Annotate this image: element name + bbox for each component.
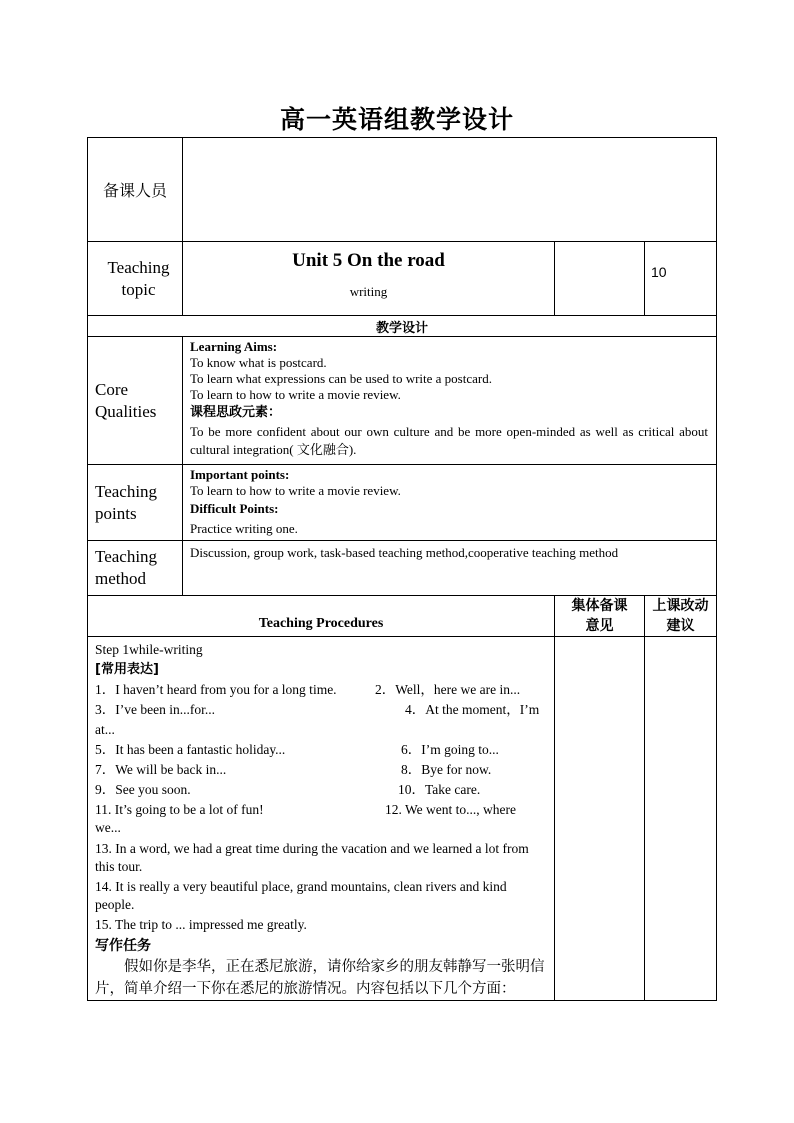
revision-suggestion-cell [645, 637, 717, 1001]
preparer-value [183, 138, 717, 242]
collective-opinion-header [555, 596, 645, 637]
topic-number: 10 [645, 242, 717, 316]
design-header-row [88, 316, 717, 337]
writing-task-title: 写作任务 [95, 938, 151, 954]
topic-label [88, 242, 183, 316]
method-label-text: Teaching method [95, 547, 158, 588]
expression-right: 4．At the moment，I’m [405, 702, 540, 717]
points-content [183, 465, 717, 541]
ideology-title: 课程思政元素： [190, 405, 282, 420]
unit-subtitle: writing [349, 284, 388, 299]
points-row [88, 465, 717, 541]
collective-opinion-cell [555, 637, 645, 1001]
method-text: Discussion, group work, task-based teaching method,cooperative teaching method [183, 541, 717, 596]
core-content [183, 337, 717, 465]
difficult-text: Practice writing one. [190, 521, 298, 536]
design-header: 教学设计 [88, 316, 717, 337]
expression-wide-line: 14. It is really a very beautiful place, grand mountains, clean rivers and kind people. [95, 879, 507, 912]
writing-task-text: 假如你是李华，正在悉尼旅游，请你给家乡的朋友韩静写一张明信片，简单介绍一下你在悉尼的旅游情况。内容包括以下几个方面： [95, 959, 545, 997]
lesson-plan-table [87, 137, 717, 1001]
topic-label-text: Teaching topic [107, 257, 170, 299]
unit-title: Unit 5 On the road [292, 250, 445, 271]
expression-right: 6．I’m going to... [401, 742, 499, 757]
core-label [88, 337, 183, 465]
core-label-text: Core Qualities [95, 379, 157, 421]
aim-item: To learn what expressions can be used to write a postcard. [190, 371, 492, 386]
points-label [88, 465, 183, 541]
expression-left: at... [95, 722, 115, 737]
procedures-body-row [88, 637, 717, 1001]
topic-row [88, 242, 717, 316]
expression-right: 8．Bye for now. [401, 762, 492, 777]
aims-title: Learning Aims: [190, 339, 278, 354]
expression-line [95, 700, 546, 720]
expression-left: 3．I’ve been in...for... [95, 702, 215, 717]
expression-left: 11. It’s going to be a lot of fun! [95, 802, 264, 817]
method-label [88, 541, 183, 596]
expression-left: 1．I haven’t heard from you for a long time. [95, 682, 337, 697]
expression-line [95, 680, 546, 700]
preparer-row [88, 138, 717, 242]
expression-right: 2．Well，here we are in... [375, 682, 521, 697]
document-title: 高一英语组教学设计 [279, 105, 514, 134]
difficult-title: Difficult Points: [190, 501, 279, 516]
revision-suggestion-header [645, 596, 717, 637]
expression-right: 12. We went to..., where [385, 802, 517, 817]
expression-wide-line: 15. The trip to ... impressed me greatly. [95, 917, 307, 932]
points-label-text: Teaching points [95, 481, 158, 523]
expression-wide-line: 13. In a word, we had a great time during the vacation and we learned a lot from this tour. [95, 841, 529, 874]
preparer-label: 备课人员 [88, 138, 183, 242]
procedures-body [88, 637, 555, 1001]
core-row [88, 337, 717, 465]
expression-right: 10．Take care. [398, 782, 481, 797]
expression-line [95, 740, 546, 760]
expression-left: 9．See you soon. [95, 782, 191, 797]
aim-item: To know what is postcard. [190, 355, 327, 370]
expression-line [95, 720, 546, 740]
expressions-title: [常用表达] [95, 662, 159, 677]
step-label: Step 1while-writing [95, 642, 203, 657]
expression-left: 5．It has been a fantastic holiday... [95, 742, 286, 757]
expression-left: 7．We will be back in... [95, 762, 227, 777]
expression-line [95, 820, 546, 836]
revision-suggestion-text: 上课改动建议 [652, 598, 709, 634]
procedures-header: Teaching Procedures [88, 596, 555, 637]
aim-item: To learn to how to write a movie review. [190, 387, 401, 402]
topic-blank-cell [555, 242, 645, 316]
expression-line [95, 760, 546, 780]
expression-line [95, 780, 546, 800]
collective-opinion-text: 集体备课意见 [571, 598, 628, 634]
method-row [88, 541, 717, 596]
important-title: Important points: [190, 467, 290, 482]
ideology-text: To be more confident about our own culture and be more open-minded as well as critical about cultural integration( 文化融合). [190, 424, 709, 457]
expression-line [95, 800, 546, 820]
important-text: To learn to how to write a movie review. [190, 483, 401, 498]
expression-left: we... [95, 820, 121, 835]
procedures-header-row [88, 596, 717, 637]
topic-cell [183, 242, 555, 316]
